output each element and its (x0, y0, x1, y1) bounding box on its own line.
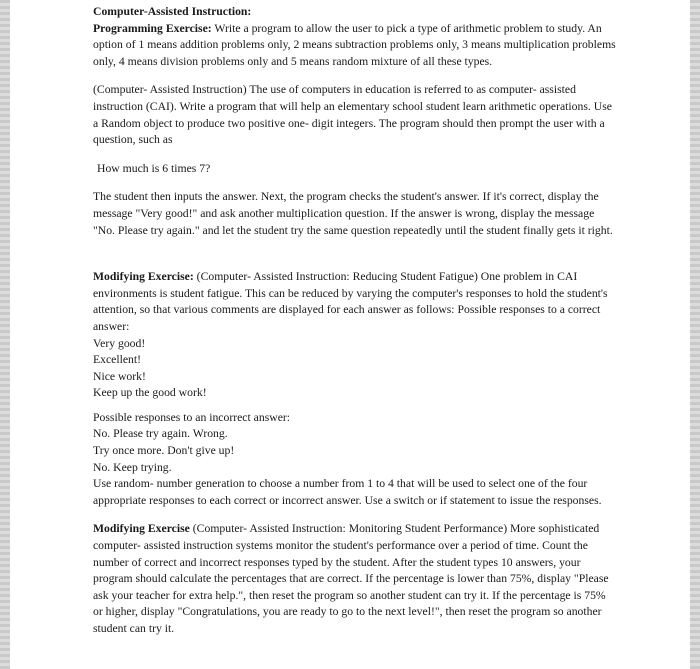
correct-response-item: Keep up the good work! (93, 386, 207, 400)
fatigue-exercise-label: Modifying Exercise: (93, 270, 194, 284)
example-question: How much is 6 times 7? (97, 161, 211, 175)
incorrect-response-item: Try once more. Don't give up! (93, 444, 235, 458)
incorrect-response-item: No. Please try again. Wrong. (93, 427, 228, 441)
programming-exercise (93, 21, 618, 71)
cai-followup-paragraph: The student then inputs the answer. Next, the program checks the student's answer. If it's correct, display the message "Very good!" and ask another multiplication question. If the answer is wrong, display the message "No. Please try again." and let the student try the same question repeatedly until the student finally gets it right. (93, 190, 613, 237)
page-edge-left (0, 0, 10, 669)
monitoring-exercise-text: (Computer- Assisted Instruction: Monitoring Student Performance) More sophisticated computer- assisted instruction systems monitor the student's performance over a period of time. Count the number of correct and incorrect responses typed by the student. After the student types 10 answers, your program should calculate the percentages that are correct. If the percentage is lower than 75%, display "Please ask your teacher for extra help.", then reset the program so another student can try it. If the percentage is 75% or higher, display "Congratulations, you are ready to go to the next level!", then reset the program so another student can try it. (93, 522, 609, 635)
fatigue-exercise (93, 269, 618, 335)
correct-response-item: Excellent! (93, 353, 142, 367)
correct-response-item: Very good! (93, 336, 146, 350)
document-body (93, 4, 618, 638)
page-edge-right (690, 0, 700, 669)
monitoring-exercise-label: Modifying Exercise (93, 522, 190, 536)
monitoring-exercise (93, 521, 618, 637)
fatigue-exercise-text: (Computer- Assisted Instruction: Reducing Student Fatigue) One problem in CAI environments is student fatigue. This can be reduced by varying the computer's responses to hold the student's attention, so that various comments are displayed for each answer as follows: Possible responses to a correct answer: (93, 270, 608, 333)
programming-exercise-text: Write a program to allow the user to pick a type of arithmetic problem to study. An option of 1 means addition problems only, 2 means subtraction problems only, 3 means multiplication problems only, 4 means division problems only and 5 means random mixture of all these types. (93, 21, 616, 68)
correct-response-item: Nice work! (93, 369, 146, 383)
fatigue-closing: Use random- number generation to choose a number from 1 to 4 that will be used to select one of the four appropriate responses to each correct or incorrect answer. Use a switch or if statement to issue the responses. (93, 477, 602, 507)
cai-intro-paragraph: (Computer- Assisted Instruction) The use of computers in education is referred to as computer- assisted instruction (CAI). Write a program that will help an elementary school student learn arithmetic operations. Use a Random object to produce two positive one- digit integers. The program should then prompt the user with a question, such as (93, 83, 612, 147)
programming-exercise-label: Programming Exercise: (93, 21, 212, 35)
incorrect-responses-heading: Possible responses to an incorrect answer: (93, 410, 291, 424)
document-title: Computer-Assisted Instruction: (93, 5, 252, 18)
incorrect-response-item: No. Keep trying. (93, 460, 172, 474)
